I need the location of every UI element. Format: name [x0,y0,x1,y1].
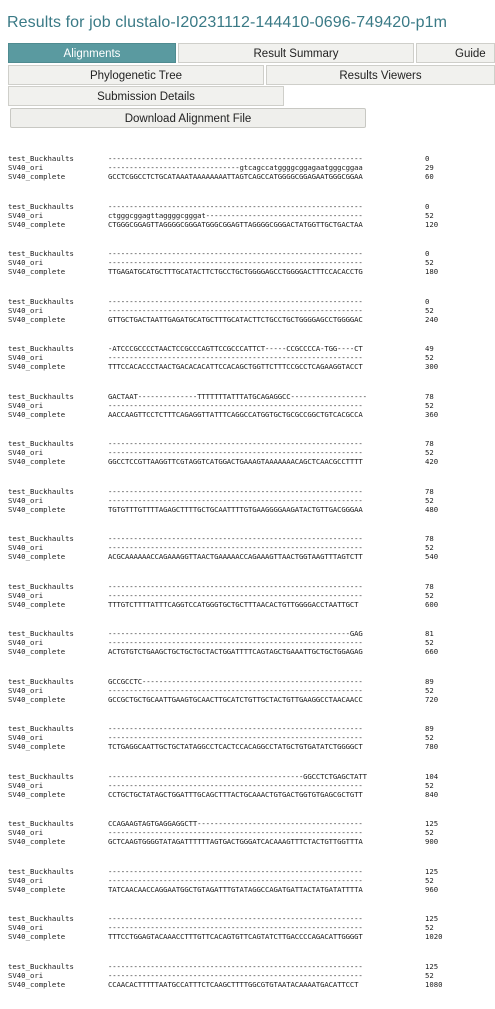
sequence-name: test_Buckhaults [8,439,74,448]
sequence-segment: ctgggcggagttaggggcgggat------------------------------------- [108,211,363,220]
sequence-segment: GCCTCGGCCTCTGCATAAATAAAAAAAATTAGTCAGCCATGGGGCGGAGAATGGGCGGAA [108,172,363,181]
sequence-name: test_Buckhaults [8,867,74,876]
sequence-position: 52 [425,638,434,647]
alignment-block [8,724,495,772]
sequence-segment: ------------------------------------------------------------ [108,686,363,695]
alignment-row [8,315,495,324]
sequence-position: 52 [425,496,434,505]
alignment-row [8,828,495,837]
alignment-block [8,772,495,820]
sequence-segment: TATCAACAACCAGGAATGGCTGTAGATTTGTATAGGCCAGATGATTACTATGATATTTTA [108,885,363,894]
sequence-name: SV40_ori [8,781,43,790]
sequence-name: SV40_complete [8,980,65,989]
sequence-name: SV40_ori [8,638,43,647]
sequence-name: SV40_complete [8,600,65,609]
sequence-name: SV40_ori [8,448,43,457]
sequence-position: 60 [425,172,434,181]
alignment-block [8,439,495,487]
sequence-position: 52 [425,401,434,410]
sequence-position: 240 [425,315,438,324]
sequence-position: 52 [425,923,434,932]
alignment-row [8,876,495,885]
alignment-row [8,638,495,647]
alignment-row [8,724,495,733]
alignment-output [8,154,495,1009]
alignment-block [8,534,495,582]
sequence-position: 180 [425,267,438,276]
sequence-position: 420 [425,457,438,466]
sequence-name: SV40_ori [8,496,43,505]
sequence-position: 780 [425,742,438,751]
sequence-position: 78 [425,439,434,448]
alignment-row [8,980,495,989]
alignment-row [8,543,495,552]
sequence-position: 52 [425,448,434,457]
sequence-position: 78 [425,487,434,496]
alignment-row [8,647,495,656]
sequence-segment: ------------------------------------------------------------ [108,582,363,591]
sequence-segment: -------------------------------gtcagccatggggcggagaatgggcggaa [108,163,363,172]
alignment-row [8,487,495,496]
sequence-position: 125 [425,819,438,828]
sequence-segment: GACTAAT--------------TTTTTTTATTTATGCAGAGGCC------------------ [108,392,367,401]
sequence-segment: ------------------------------------------------------------ [108,534,363,543]
alignment-row [8,677,495,686]
sequence-position: 52 [425,781,434,790]
sequence-segment: TTTGTCTTTTATTTCAGGTCCATGGGTGCTGCTTTAACACTGTTGGGGACCTAATTGCT [108,600,358,609]
sequence-name: SV40_complete [8,220,65,229]
sequence-segment: ------------------------------------------------------------ [108,353,363,362]
alignment-row [8,220,495,229]
sequence-name: test_Buckhaults [8,772,74,781]
sequence-segment: GGCCTCCGTTAAGGTTCGTAGGTCATGGACTGAAAGTAAAAAAACAGCTCAACGCCTTTT [108,457,363,466]
alignment-row [8,534,495,543]
alignment-row [8,772,495,781]
sequence-position: 78 [425,582,434,591]
sequence-position: 120 [425,220,438,229]
alignment-row [8,837,495,846]
tab-result-summary[interactable]: Result Summary [178,43,414,63]
alignment-block [8,867,495,915]
alignment-block [8,487,495,535]
alignment-row [8,629,495,638]
sequence-position: 600 [425,600,438,609]
sequence-segment: ------------------------------------------------------------ [108,876,363,885]
sequence-position: 81 [425,629,434,638]
sequence-position: 29 [425,163,434,172]
alignment-row [8,885,495,894]
sequence-segment: ------------------------------------------------------------ [108,724,363,733]
sequence-segment: ------------------------------------------------------------ [108,496,363,505]
download-alignment-button[interactable]: Download Alignment File [10,108,366,128]
sequence-segment: ----------------------------------------------GGCCTCTGAGCTATT [108,772,367,781]
alignment-row [8,790,495,799]
alignment-row [8,362,495,371]
alignment-block [8,962,495,1009]
sequence-position: 78 [425,392,434,401]
sequence-name: test_Buckhaults [8,249,74,258]
sequence-segment: TTTCCACACCCTAACTGACACACATTCCACAGCTGGTTCTTTCCGCCTCAGAAGGTACCT [108,362,363,371]
sequence-segment: ------------------------------------------------------------ [108,401,363,410]
alignment-row [8,344,495,353]
alignment-row [8,591,495,600]
sequence-segment: TTTCCTGGAGTACAAACCTTTGTTCACAGTGTTCAGTATCTTGACCCCAGACATTGGGGT [108,932,363,941]
alignment-row [8,742,495,751]
sequence-name: SV40_complete [8,505,65,514]
sequence-name: SV40_complete [8,410,65,419]
sequence-position: 0 [425,202,429,211]
sequence-position: 52 [425,211,434,220]
sequence-name: test_Buckhaults [8,629,74,638]
sequence-position: 89 [425,677,434,686]
alignment-row [8,211,495,220]
sequence-position: 52 [425,258,434,267]
sequence-segment: CCAGAAGTAGTGAGGAGGCTT--------------------------------------- [108,819,363,828]
sequence-name: test_Buckhaults [8,154,74,163]
alignment-block [8,582,495,630]
sequence-segment: GCCGCTGCTGCAATTGAAGTGCAACTTGCATCTGTTGCTACTGTTGAAGGCCTAACAACC [108,695,363,704]
alignment-row [8,154,495,163]
sequence-name: SV40_ori [8,211,43,220]
sequence-position: 660 [425,647,438,656]
alignment-row [8,496,495,505]
tab-results-viewers[interactable]: Results Viewers [266,65,495,85]
sequence-position: 125 [425,867,438,876]
sequence-segment: CCAACACTTTTTAATGCCATTTCTCAAGCTTTTGGCGTGTAATACAAAATGACATTCCT [108,980,358,989]
sequence-segment: TTGAGATGCATGCTTTGCATACTTCTGCCTGCTGGGGAGCCTGGGGACTTTCCACACCTG [108,267,363,276]
sequence-name: SV40_complete [8,790,65,799]
alignment-row [8,353,495,362]
alignment-block [8,629,495,677]
sequence-name: test_Buckhaults [8,962,74,971]
sequence-position: 104 [425,772,438,781]
sequence-segment: GCTCAAGTGGGGTATAGATTTTTTAGTGACTGGGATCACAAAGTTTCTACTGTTGGTTTA [108,837,363,846]
sequence-name: SV40_ori [8,258,43,267]
alignment-row [8,297,495,306]
sequence-name: SV40_ori [8,353,43,362]
alignment-row [8,695,495,704]
sequence-position: 52 [425,686,434,695]
tab-alignments[interactable]: Alignments [8,43,176,63]
alignment-row [8,962,495,971]
alignment-row [8,401,495,410]
sequence-position: 0 [425,154,429,163]
sequence-position: 52 [425,733,434,742]
sequence-segment: ------------------------------------------------------------ [108,448,363,457]
sequence-position: 480 [425,505,438,514]
alignment-block [8,202,495,250]
sequence-segment: ACTGTGTCTGAAGCTGCTGCTGCTACTGGATTTTCAGTAGCTGAAATTGCTGCTGGAGAG [108,647,363,656]
sequence-segment: ---------------------------------------------------------GAG [108,629,363,638]
sequence-position: 89 [425,724,434,733]
sequence-position: 0 [425,249,429,258]
sequence-segment: TCTGAGGCAATTGCTGCTATAGGCCTCACTCCACAGGCCTATGCTGTGATATCTGGGGCT [108,742,363,751]
sequence-segment: GTTGCTGACTAATTGAGATGCATGCTTTGCATACTTCTGCCTGCTGGGGAGCCTGGGGAC [108,315,363,324]
alignment-row [8,819,495,828]
sequence-position: 52 [425,306,434,315]
sequence-segment: AACCAAGTTCCTCTTTCAGAGGTTATTTCAGGCCATGGTGCTGCGCCGGCTGTCACGCCA [108,410,363,419]
sequence-position: 1080 [425,980,443,989]
sequence-segment: ------------------------------------------------------------ [108,154,363,163]
alignment-row [8,410,495,419]
alignment-block [8,344,495,392]
alignment-row [8,505,495,514]
sequence-segment: ------------------------------------------------------------ [108,249,363,258]
alignment-row [8,249,495,258]
sequence-name: SV40_ori [8,543,43,552]
sequence-name: SV40_complete [8,362,65,371]
sequence-position: 900 [425,837,438,846]
sequence-segment: GCCGCCTC---------------------------------------------------- [108,677,363,686]
sequence-segment: ------------------------------------------------------------ [108,543,363,552]
sequence-name: test_Buckhaults [8,487,74,496]
alignment-row [8,202,495,211]
sequence-segment: ACGCAAAAAACCAGAAAGGTTAACTGAAAAACCAGAAAGTTAACTGGTAAGTTTAGTCTT [108,552,363,561]
sequence-segment: ------------------------------------------------------------ [108,487,363,496]
sequence-segment: ------------------------------------------------------------ [108,439,363,448]
sequence-position: 0 [425,297,429,306]
sequence-segment: ------------------------------------------------------------ [108,867,363,876]
alignment-row [8,552,495,561]
sequence-name: SV40_ori [8,591,43,600]
sequence-segment: ------------------------------------------------------------ [108,971,363,980]
sequence-position: 52 [425,828,434,837]
sequence-name: SV40_ori [8,401,43,410]
alignment-row [8,448,495,457]
sequence-segment: ------------------------------------------------------------ [108,306,363,315]
sequence-name: test_Buckhaults [8,297,74,306]
alignment-row [8,258,495,267]
sequence-position: 540 [425,552,438,561]
sequence-name: test_Buckhaults [8,582,74,591]
sequence-segment: ------------------------------------------------------------ [108,297,363,306]
alignment-row [8,439,495,448]
alignment-block [8,249,495,297]
sequence-segment: -ATCCCGCCCCTAACTCCGCCCAGTTCCGCCCATTCT-----CCGCCCCA-TGG----CT [108,344,363,353]
alignment-block [8,297,495,345]
sequence-segment: ------------------------------------------------------------ [108,591,363,600]
sequence-name: SV40_complete [8,457,65,466]
sequence-name: SV40_ori [8,733,43,742]
sequence-name: SV40_ori [8,876,43,885]
sequence-position: 52 [425,591,434,600]
sequence-segment: CCTGCTGCTATAGCTGGATTTGCAGCTTTACTGCAAACTGTGACTGGTGTGAGCGCTGTT [108,790,363,799]
tab-guide[interactable]: Guide [416,43,495,63]
sequence-segment: ------------------------------------------------------------ [108,781,363,790]
alignment-row [8,306,495,315]
sequence-name: SV40_complete [8,695,65,704]
sequence-segment: TGTGTTTGTTTTAGAGCTTTTGCTGCAATTTTGTGAAGGGGAAGATACTGTTGACGGGAA [108,505,363,514]
sequence-position: 52 [425,971,434,980]
alignment-row [8,267,495,276]
sequence-segment: ------------------------------------------------------------ [108,258,363,267]
alignment-block [8,677,495,725]
alignment-row [8,392,495,401]
sequence-position: 125 [425,962,438,971]
sequence-segment: ------------------------------------------------------------ [108,202,363,211]
sequence-position: 78 [425,534,434,543]
sequence-segment: ------------------------------------------------------------ [108,923,363,932]
alignment-block [8,392,495,440]
sequence-segment: ------------------------------------------------------------ [108,914,363,923]
alignment-row [8,781,495,790]
sequence-name: SV40_ori [8,686,43,695]
alignment-row [8,600,495,609]
tab-submission-details[interactable]: Submission Details [8,86,284,106]
sequence-name: SV40_ori [8,163,43,172]
sequence-name: test_Buckhaults [8,344,74,353]
alignment-row [8,867,495,876]
sequence-position: 360 [425,410,438,419]
alignment-row [8,914,495,923]
alignment-row [8,932,495,941]
sequence-position: 125 [425,914,438,923]
sequence-name: SV40_complete [8,267,65,276]
sequence-position: 52 [425,543,434,552]
sequence-position: 52 [425,876,434,885]
sequence-segment: ------------------------------------------------------------ [108,962,363,971]
sequence-position: 1020 [425,932,443,941]
sequence-name: SV40_complete [8,172,65,181]
sequence-name: SV40_complete [8,837,65,846]
sequence-name: SV40_complete [8,885,65,894]
page-title: Results for job clustalo-I20231112-144410-0696-749420-p1m [7,14,447,32]
alignment-row [8,733,495,742]
alignment-block [8,819,495,867]
alignment-row [8,686,495,695]
sequence-name: test_Buckhaults [8,534,74,543]
sequence-name: SV40_ori [8,306,43,315]
sequence-name: SV40_complete [8,647,65,656]
alignment-block [8,154,495,202]
alignment-row [8,457,495,466]
alignment-row [8,923,495,932]
sequence-name: SV40_complete [8,552,65,561]
sequence-name: test_Buckhaults [8,202,74,211]
sequence-name: test_Buckhaults [8,914,74,923]
sequence-segment: ------------------------------------------------------------ [108,733,363,742]
sequence-position: 960 [425,885,438,894]
alignment-block [8,914,495,962]
sequence-name: SV40_complete [8,932,65,941]
alignment-row [8,971,495,980]
sequence-position: 840 [425,790,438,799]
sequence-position: 52 [425,353,434,362]
alignment-row [8,172,495,181]
sequence-name: test_Buckhaults [8,677,74,686]
alignment-row [8,163,495,172]
sequence-name: test_Buckhaults [8,392,74,401]
sequence-position: 49 [425,344,434,353]
sequence-name: SV40_ori [8,971,43,980]
sequence-segment: ------------------------------------------------------------ [108,828,363,837]
tab-phylogenetic-tree[interactable]: Phylogenetic Tree [8,65,264,85]
sequence-name: SV40_complete [8,742,65,751]
sequence-segment: CTGGGCGGAGTTAGGGGCGGGATGGGCGGAGTTAGGGGCGGGACTATGGTTGCTGACTAA [108,220,363,229]
sequence-name: test_Buckhaults [8,819,74,828]
sequence-name: SV40_ori [8,828,43,837]
sequence-position: 720 [425,695,438,704]
sequence-position: 300 [425,362,438,371]
sequence-name: SV40_ori [8,923,43,932]
sequence-name: SV40_complete [8,315,65,324]
sequence-name: test_Buckhaults [8,724,74,733]
sequence-segment: ------------------------------------------------------------ [108,638,363,647]
alignment-row [8,582,495,591]
